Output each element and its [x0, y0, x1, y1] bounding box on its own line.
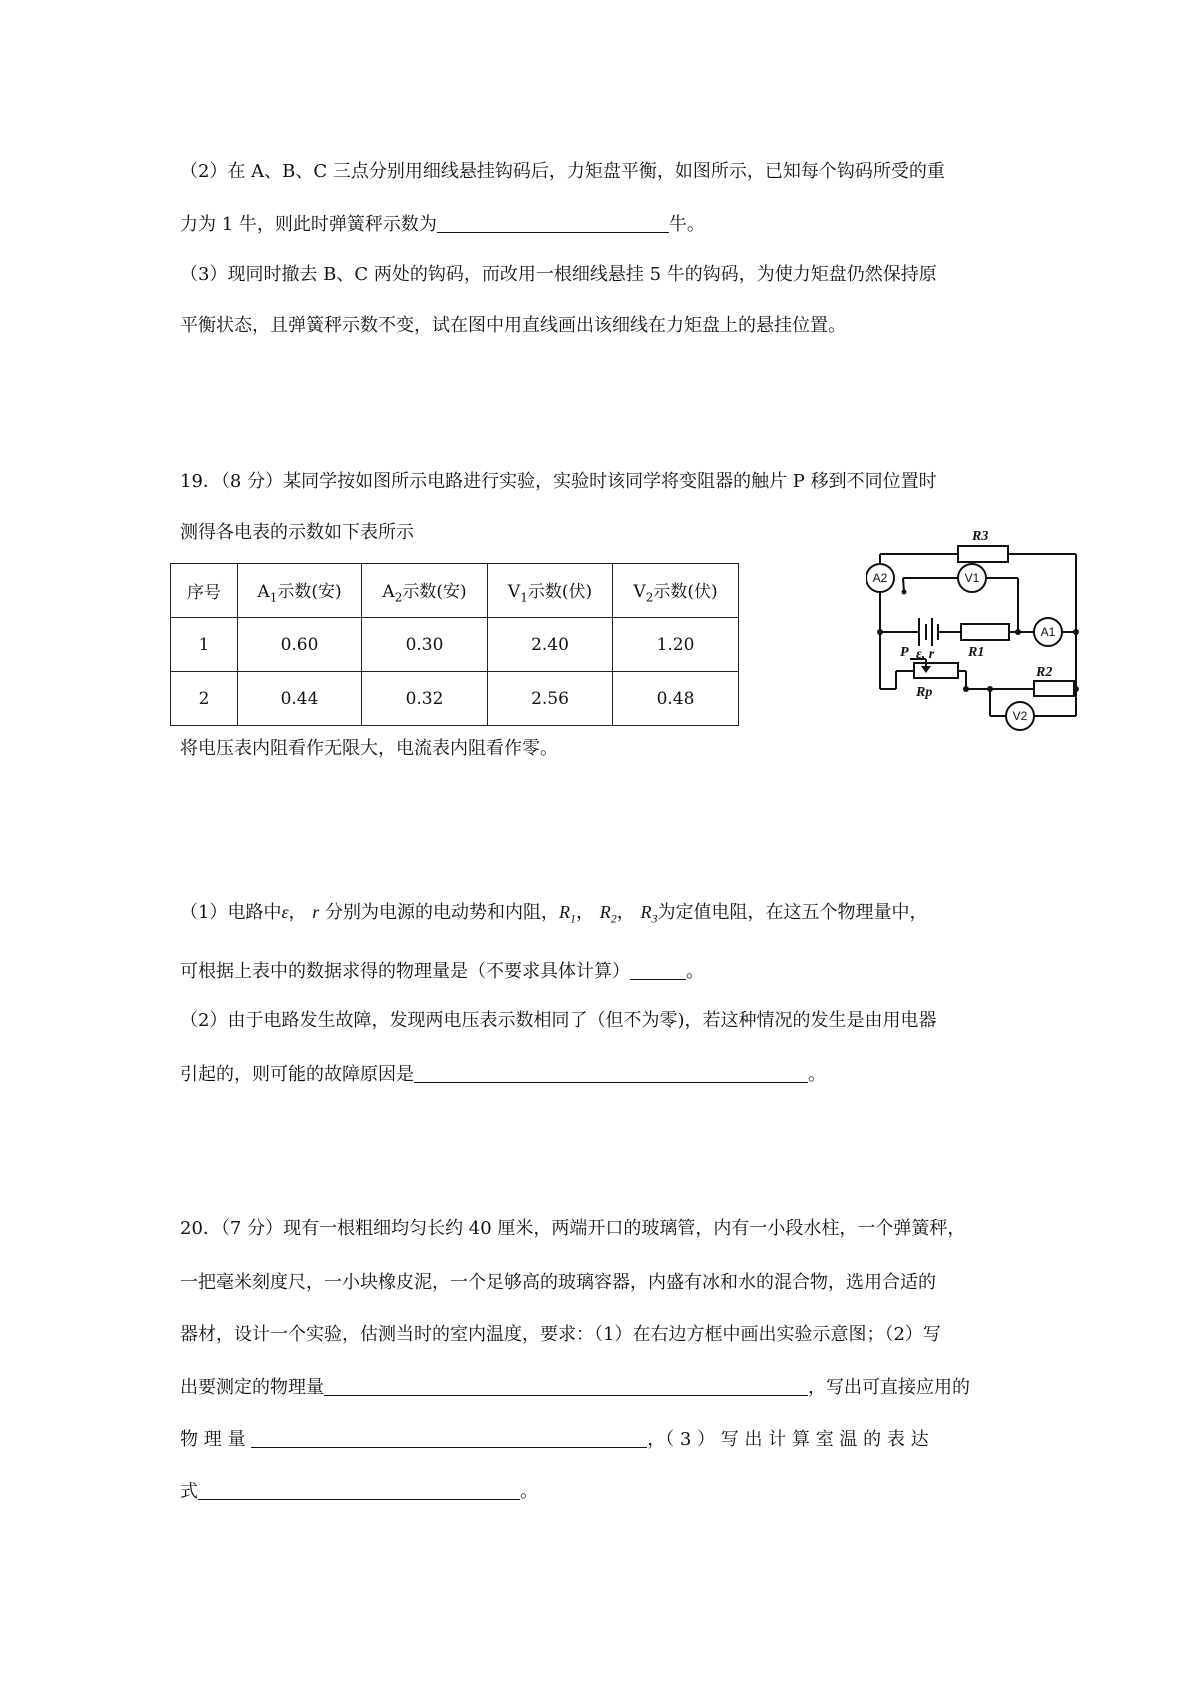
- q19-p2-end: 。: [808, 1064, 826, 1085]
- table-cell: 0.48: [613, 672, 739, 726]
- table-cell: 0.60: [238, 618, 362, 672]
- q20-text-after: ，写出可直接应用的: [808, 1377, 970, 1398]
- label-v2: V2: [1012, 709, 1028, 723]
- q19-p2-text: 引起的，则可能的故障原因是: [180, 1064, 414, 1085]
- label-a2: A2: [872, 571, 888, 585]
- q19-p1-end: 。: [686, 961, 704, 982]
- q20-line2: 一把毫米刻度尺，一小块橡皮泥，一个足够高的玻璃容器，内盛有冰和水的混合物，选用合适的: [180, 1272, 936, 1293]
- symbol-r3: $R_3$: [640, 902, 658, 926]
- answer-blank[interactable]: [630, 959, 686, 980]
- q18-p2-line1: （2）在 A、B、C 三点分别用细线悬挂钩码后，力矩盘平衡，如图所示，已知每个钩码所受的重: [180, 161, 945, 182]
- q20-line3: 器材，设计一个实验，估测当时的室内温度，要求：（1）在右边方框中画出实验示意图；（2）写: [180, 1324, 941, 1345]
- q19-p2-line2: [180, 1062, 826, 1087]
- q18-p2-text: 力为 1 牛，则此时弹簧秤示数为: [180, 214, 437, 235]
- table-cell: 2.40: [488, 618, 613, 672]
- q20-text-after: 。: [520, 1481, 538, 1502]
- col-header-a2: $A_2$示数(安): [362, 564, 488, 618]
- label-v1: V1: [964, 571, 980, 585]
- q19-p2-line1: （2）由于电路发生故障，发现两电压表示数相同了（但不为零)，若这种情况的发生是由用电器: [180, 1010, 937, 1031]
- table-header-row: [171, 564, 739, 618]
- label-p: P: [900, 645, 909, 660]
- symbol-r1: $R_1$: [559, 902, 577, 926]
- col-header-index: 序号: [171, 564, 238, 618]
- q18-p3-line1: （3）现同时撤去 B、C 两处的钩码，而改用一根细线悬挂 5 牛的钩码，为使力矩盘仍然保持原: [180, 264, 937, 285]
- col-header-v2: $V_2$示数(伏): [613, 564, 739, 618]
- answer-blank[interactable]: [437, 212, 669, 233]
- table-row: [171, 618, 739, 672]
- table-cell: 0.44: [238, 672, 362, 726]
- col-header-a1: $A_1$示数(安): [238, 564, 362, 618]
- label-rp: Rp: [916, 685, 933, 700]
- answer-blank[interactable]: [251, 1427, 647, 1448]
- q20-text: 式: [180, 1481, 198, 1502]
- q19-p1-text-c: 为定值电阻，在这五个物理量中，: [657, 902, 928, 923]
- symbol-r2: $R_2$: [599, 902, 617, 926]
- q20-line4: [180, 1375, 970, 1400]
- circuit-diagram: [866, 526, 1086, 776]
- q20-text: 出要测定的物理量: [180, 1377, 324, 1398]
- q20-line6: [180, 1479, 538, 1504]
- q19-p1-text-b: 分别为电源的电动势和内阻，: [319, 902, 560, 923]
- symbol-emf: ε: [281, 902, 289, 922]
- table-cell: 0.30: [362, 618, 488, 672]
- q19-intro-line1: 19．（8 分）某同学按如图所示电路进行实验，实验时该同学将变阻器的触片 P 移到不同位置时: [180, 471, 937, 492]
- label-r1: R1: [968, 645, 985, 660]
- meter-readings-table: [170, 563, 739, 726]
- q18-p2-line2: [180, 212, 705, 237]
- answer-blank[interactable]: [414, 1062, 808, 1083]
- answer-blank[interactable]: [324, 1375, 808, 1396]
- table-cell: 2: [171, 672, 238, 726]
- table-cell: 1: [171, 618, 238, 672]
- label-emf: ε, r: [916, 647, 935, 662]
- table-row: [171, 672, 739, 726]
- label-r2: R2: [1036, 665, 1053, 680]
- label-r3: R3: [972, 529, 989, 544]
- answer-blank[interactable]: [198, 1479, 520, 1500]
- symbol-r: r: [312, 902, 320, 922]
- q20-line1: 20．（7 分）现有一根粗细均匀长约 40 厘米，两端开口的玻璃管，内有一小段水柱，一个弹簧秤，: [180, 1218, 966, 1239]
- q20-text-after: ，（ 3 ） 写 出 计 算 室 温 的 表 达: [647, 1429, 929, 1450]
- table-cell: 0.32: [362, 672, 488, 726]
- col-header-v1: $V_1$示数(伏): [488, 564, 613, 618]
- q19-p1-line1: （1）电路中ε， r 分别为电源的电动势和内阻，$R_1$， $R_2$， $R_3$为定值电阻，在这五个物理量中，: [180, 902, 928, 926]
- q20-text: 物 理 量: [180, 1429, 246, 1450]
- q19-intro-line2: 测得各电表的示数如下表所示: [180, 522, 414, 543]
- q19-p1-text-a: （1）电路中: [180, 902, 282, 923]
- q19-p1-line2: [180, 959, 704, 984]
- q19-note: 将电压表内阻看作无限大，电流表内阻看作零。: [180, 738, 558, 759]
- q19-p1-text: 可根据上表中的数据求得的物理量是（不要求具体计算）: [180, 961, 630, 982]
- q18-p2-unit: 牛。: [668, 214, 705, 235]
- label-a1: A1: [1040, 625, 1056, 639]
- table-cell: 2.56: [488, 672, 613, 726]
- q20-line5: [180, 1427, 929, 1452]
- q18-p3-line2: 平衡状态，且弹簧秤示数不变，试在图中用直线画出该细线在力矩盘上的悬挂位置。: [180, 315, 846, 336]
- table-cell: 1.20: [613, 618, 739, 672]
